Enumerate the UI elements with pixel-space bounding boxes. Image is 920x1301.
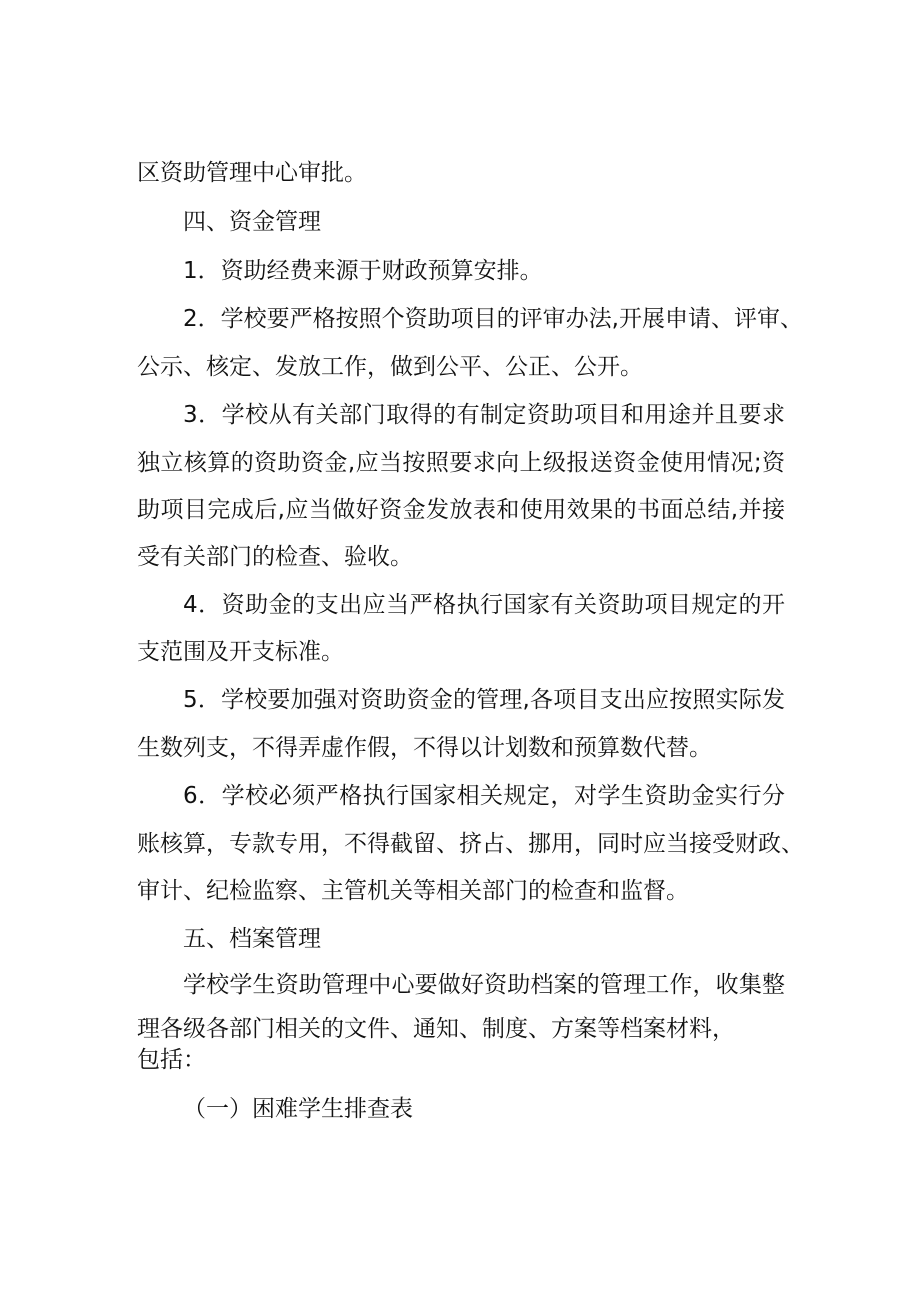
section-heading: 五、档案管理 [183,926,321,952]
section-heading: 四、资金管理 [183,209,321,235]
text-line: 4．资助金的支出应当严格执行国家有关资助项目规定的开 [183,592,785,618]
text-line: 包括： [137,1047,206,1073]
text-line: 公示、核定、发放工作，做到公平、公正、公开。 [137,354,643,380]
text-line: 审计、纪检监察、主管机关等相关部门的检查和监督。 [137,878,689,904]
text-line: 区资助管理中心审批。 [137,160,367,186]
text-line: 生数列支，不得弄虚作假，不得以计划数和预算数代替。 [137,735,712,761]
text-line: 受有关部门的检查、验收。 [137,544,413,570]
text-line: 1．资助经费来源于财政预算安排。 [183,258,543,284]
text-line: 学校学生资助管理中心要做好资助档案的管理工作，收集整 [183,972,785,998]
text-line: 6．学校必须严格执行国家相关规定，对学生资助金实行分 [183,783,785,809]
text-line: 账核算，专款专用，不得截留、挤占、挪用，同时应当接受财政、 [137,831,804,857]
text-line: 理各级各部门相关的文件、通知、制度、方案等档案材料， [137,1016,735,1042]
text-line: 助项目完成后,应当做好资金发放表和使用效果的书面总结,并接 [137,497,785,523]
text-line: 2．学校要严格按照个资助项目的评审办法,开展申请、评审、 [183,306,803,332]
text-line: 5．学校要加强对资助资金的管理,各项目支出应按照实际发 [183,687,785,713]
text-line: 3．学校从有关部门取得的有制定资助项目和用途并且要求 [183,402,785,428]
text-line: 支范围及开支标准。 [137,639,344,665]
text-line: 独立核算的资助资金,应当按照要求向上级报送资金使用情况;资 [137,450,785,476]
list-item: （一）困难学生排查表 [183,1096,413,1122]
